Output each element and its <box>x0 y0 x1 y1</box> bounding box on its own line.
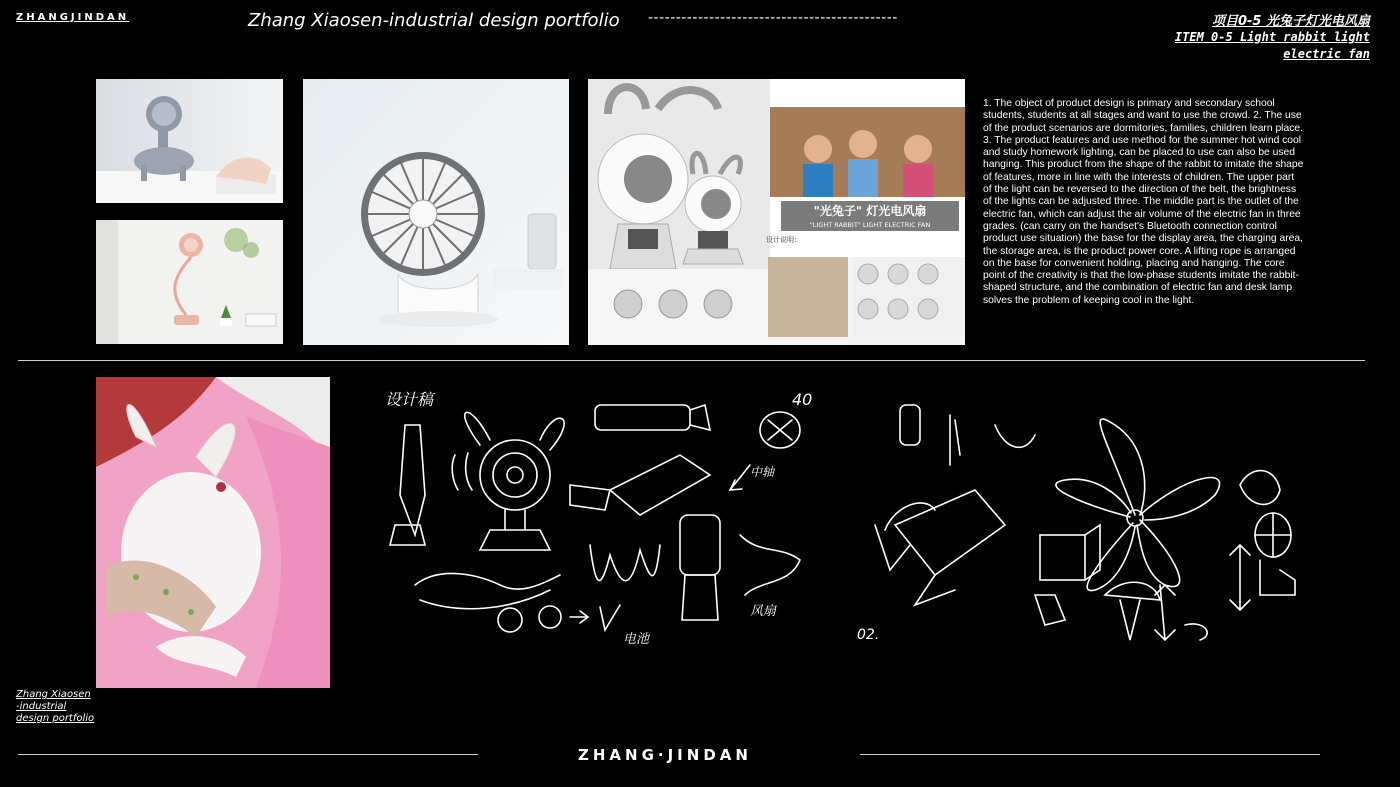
photo-rabbit-fan-desk <box>96 79 283 203</box>
board-subheading: "LIGHT RABBIT" LIGHT ELECTRIC FAN <box>781 219 959 231</box>
board-heading: "光兔子" 灯光电风扇 <box>781 201 959 221</box>
photo-white-rabbit <box>96 377 330 688</box>
title-dash-line: --------------------------------------------- <box>648 10 898 26</box>
footer-rule-left <box>18 754 478 755</box>
photo-pink-fan <box>96 220 283 344</box>
presentation-board <box>588 79 965 345</box>
sketch-note-40: 40 <box>792 390 813 409</box>
brand-logo-bottom: ZHANG·JINDAN <box>578 746 752 764</box>
section-divider <box>18 360 1365 361</box>
page-title: Zhang Xiaosen-industrial design portfolio <box>248 10 620 31</box>
sketch-panel-right <box>855 395 1335 675</box>
sketch-note-design-draft: 设计稿 <box>385 390 434 409</box>
product-description: 1. The object of product design is primary and secondary school students, students at all stages and want to use the crowd. 2. The use of the product scenarios are dormitories, families, children learn place. 3. The product features and use method for the summer hot wind cool and study homework lighting, can be placed to use can also be used hanging. This product from the shape of the rabbit to imitate the shape of features, more in line with the interests of children. The upper part of the light can be reversed to the direction of the belt, the brightness of the lights can be adjusted three. The middle part is the outlet of the electric fan, which can adjust the air volume of the electric fan in three grades. (can carry on the handset's Bluetooth connection control product use situation) the base for the display area, the charging area, the storage area, is the product power core. A lifting rope is arranged on the base for convenient holding, placing and hanging. The core point of the creativity is that the low-phase students imitate the rabbit-shaped structure, and the combination of electric fan and desk lamp solves the problem of keeping cool in the light. <box>983 98 1304 306</box>
brand-logo-top: ZHANGJINDAN <box>16 12 130 23</box>
sketch-note-middle-axis: 中轴 <box>750 465 775 479</box>
sketch-note-wind-direction: 风扇 <box>750 604 777 619</box>
sketch-note-02: 02. <box>857 627 880 643</box>
footer-rule-right <box>860 754 1320 755</box>
sketch-panel-left <box>380 385 830 655</box>
sketch-note-battery: 电池 <box>623 632 650 647</box>
board-section-label: 设计说明： <box>766 236 801 244</box>
item-title-chinese: 项目0-5 光兔子灯光电风扇 <box>1211 14 1370 29</box>
portfolio-caption: Zhang Xiaosen -industrial design portfolio <box>16 689 95 724</box>
photo-clip-fan <box>303 79 569 345</box>
item-title-english: ITEM 0-5 Light rabbit light electric fan <box>1174 30 1370 61</box>
